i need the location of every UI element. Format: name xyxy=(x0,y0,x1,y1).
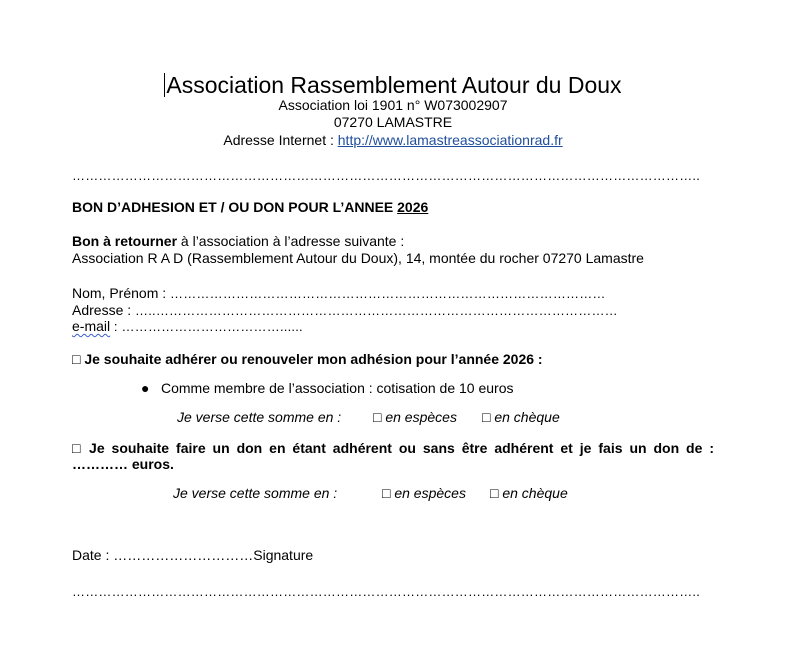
return-instruction xyxy=(72,233,404,249)
address-label: Adresse : xyxy=(72,302,136,318)
date-signature-line[interactable]: Date : …………………………Signature xyxy=(72,547,314,563)
return-address: Association R A D (Rassemblement Autour du Doux), 14, montée du rocher 07270 Lamastre xyxy=(72,250,644,266)
name-label: Nom, Prénom : xyxy=(72,285,171,301)
payment1-check-checkbox[interactable]: □ en chèque xyxy=(482,409,560,425)
address-field[interactable] xyxy=(72,302,618,318)
member-fee-text: Comme membre de l’association : cotisation de 10 euros xyxy=(161,380,514,396)
payment2-cash-checkbox[interactable]: □ en espèces xyxy=(382,485,466,501)
form-heading xyxy=(72,199,428,215)
return-instruction-rest: à l’association à l’adresse suivante : xyxy=(177,233,405,249)
association-city: 07270 LAMASTRE xyxy=(333,114,453,130)
return-instruction-bold: Bon à retourner xyxy=(72,233,178,249)
option-donation[interactable] xyxy=(72,440,714,472)
website-label: Adresse Internet : xyxy=(223,132,338,148)
address-dots: …..…………………………………………………………………………………………… xyxy=(135,303,618,318)
name-field[interactable] xyxy=(72,285,606,301)
form-heading-year: 2026 xyxy=(397,199,429,215)
email-dots: : ………………………………...... xyxy=(110,319,303,334)
separator-top: …………………………………………………………………………………………………………………………….. xyxy=(72,168,701,183)
member-bullet: ● xyxy=(141,380,150,396)
association-registration: Association loi 1901 n° W073002907 xyxy=(278,97,508,113)
email-field[interactable] xyxy=(72,318,303,334)
separator-bottom: …………………………………………………………………………………………………………………………….. xyxy=(72,584,701,599)
option-membership[interactable]: □ Je souhaite adhérer ou renouveler mon adhésion pour l’année 2026 : xyxy=(72,351,543,367)
payment2-label: Je verse cette somme en : xyxy=(173,485,338,501)
email-label: e-mail xyxy=(72,318,111,334)
website-link[interactable]: http://www.lamastreassociationrad.fr xyxy=(337,132,563,148)
form-heading-text: BON D’ADHESION ET / OU DON POUR L’ANNEE xyxy=(72,199,398,215)
name-dots: ……………………………………………………………………………………… xyxy=(170,286,606,301)
website-line xyxy=(0,131,786,149)
payment1-label: Je verse cette somme en : xyxy=(177,409,342,425)
association-title xyxy=(0,71,786,99)
association-title-text: Association Rassemblement Autour du Doux xyxy=(166,72,622,98)
payment1-cash-checkbox[interactable]: □ en espèces xyxy=(373,409,457,425)
option-donation-line1: □ Je souhaite faire un don en étant adhérent ou sans être adhérent et je fais un don de : xyxy=(72,440,714,456)
payment2-check-checkbox[interactable]: □ en chèque xyxy=(490,485,568,501)
option-donation-line2: ………… euros. xyxy=(72,456,174,472)
